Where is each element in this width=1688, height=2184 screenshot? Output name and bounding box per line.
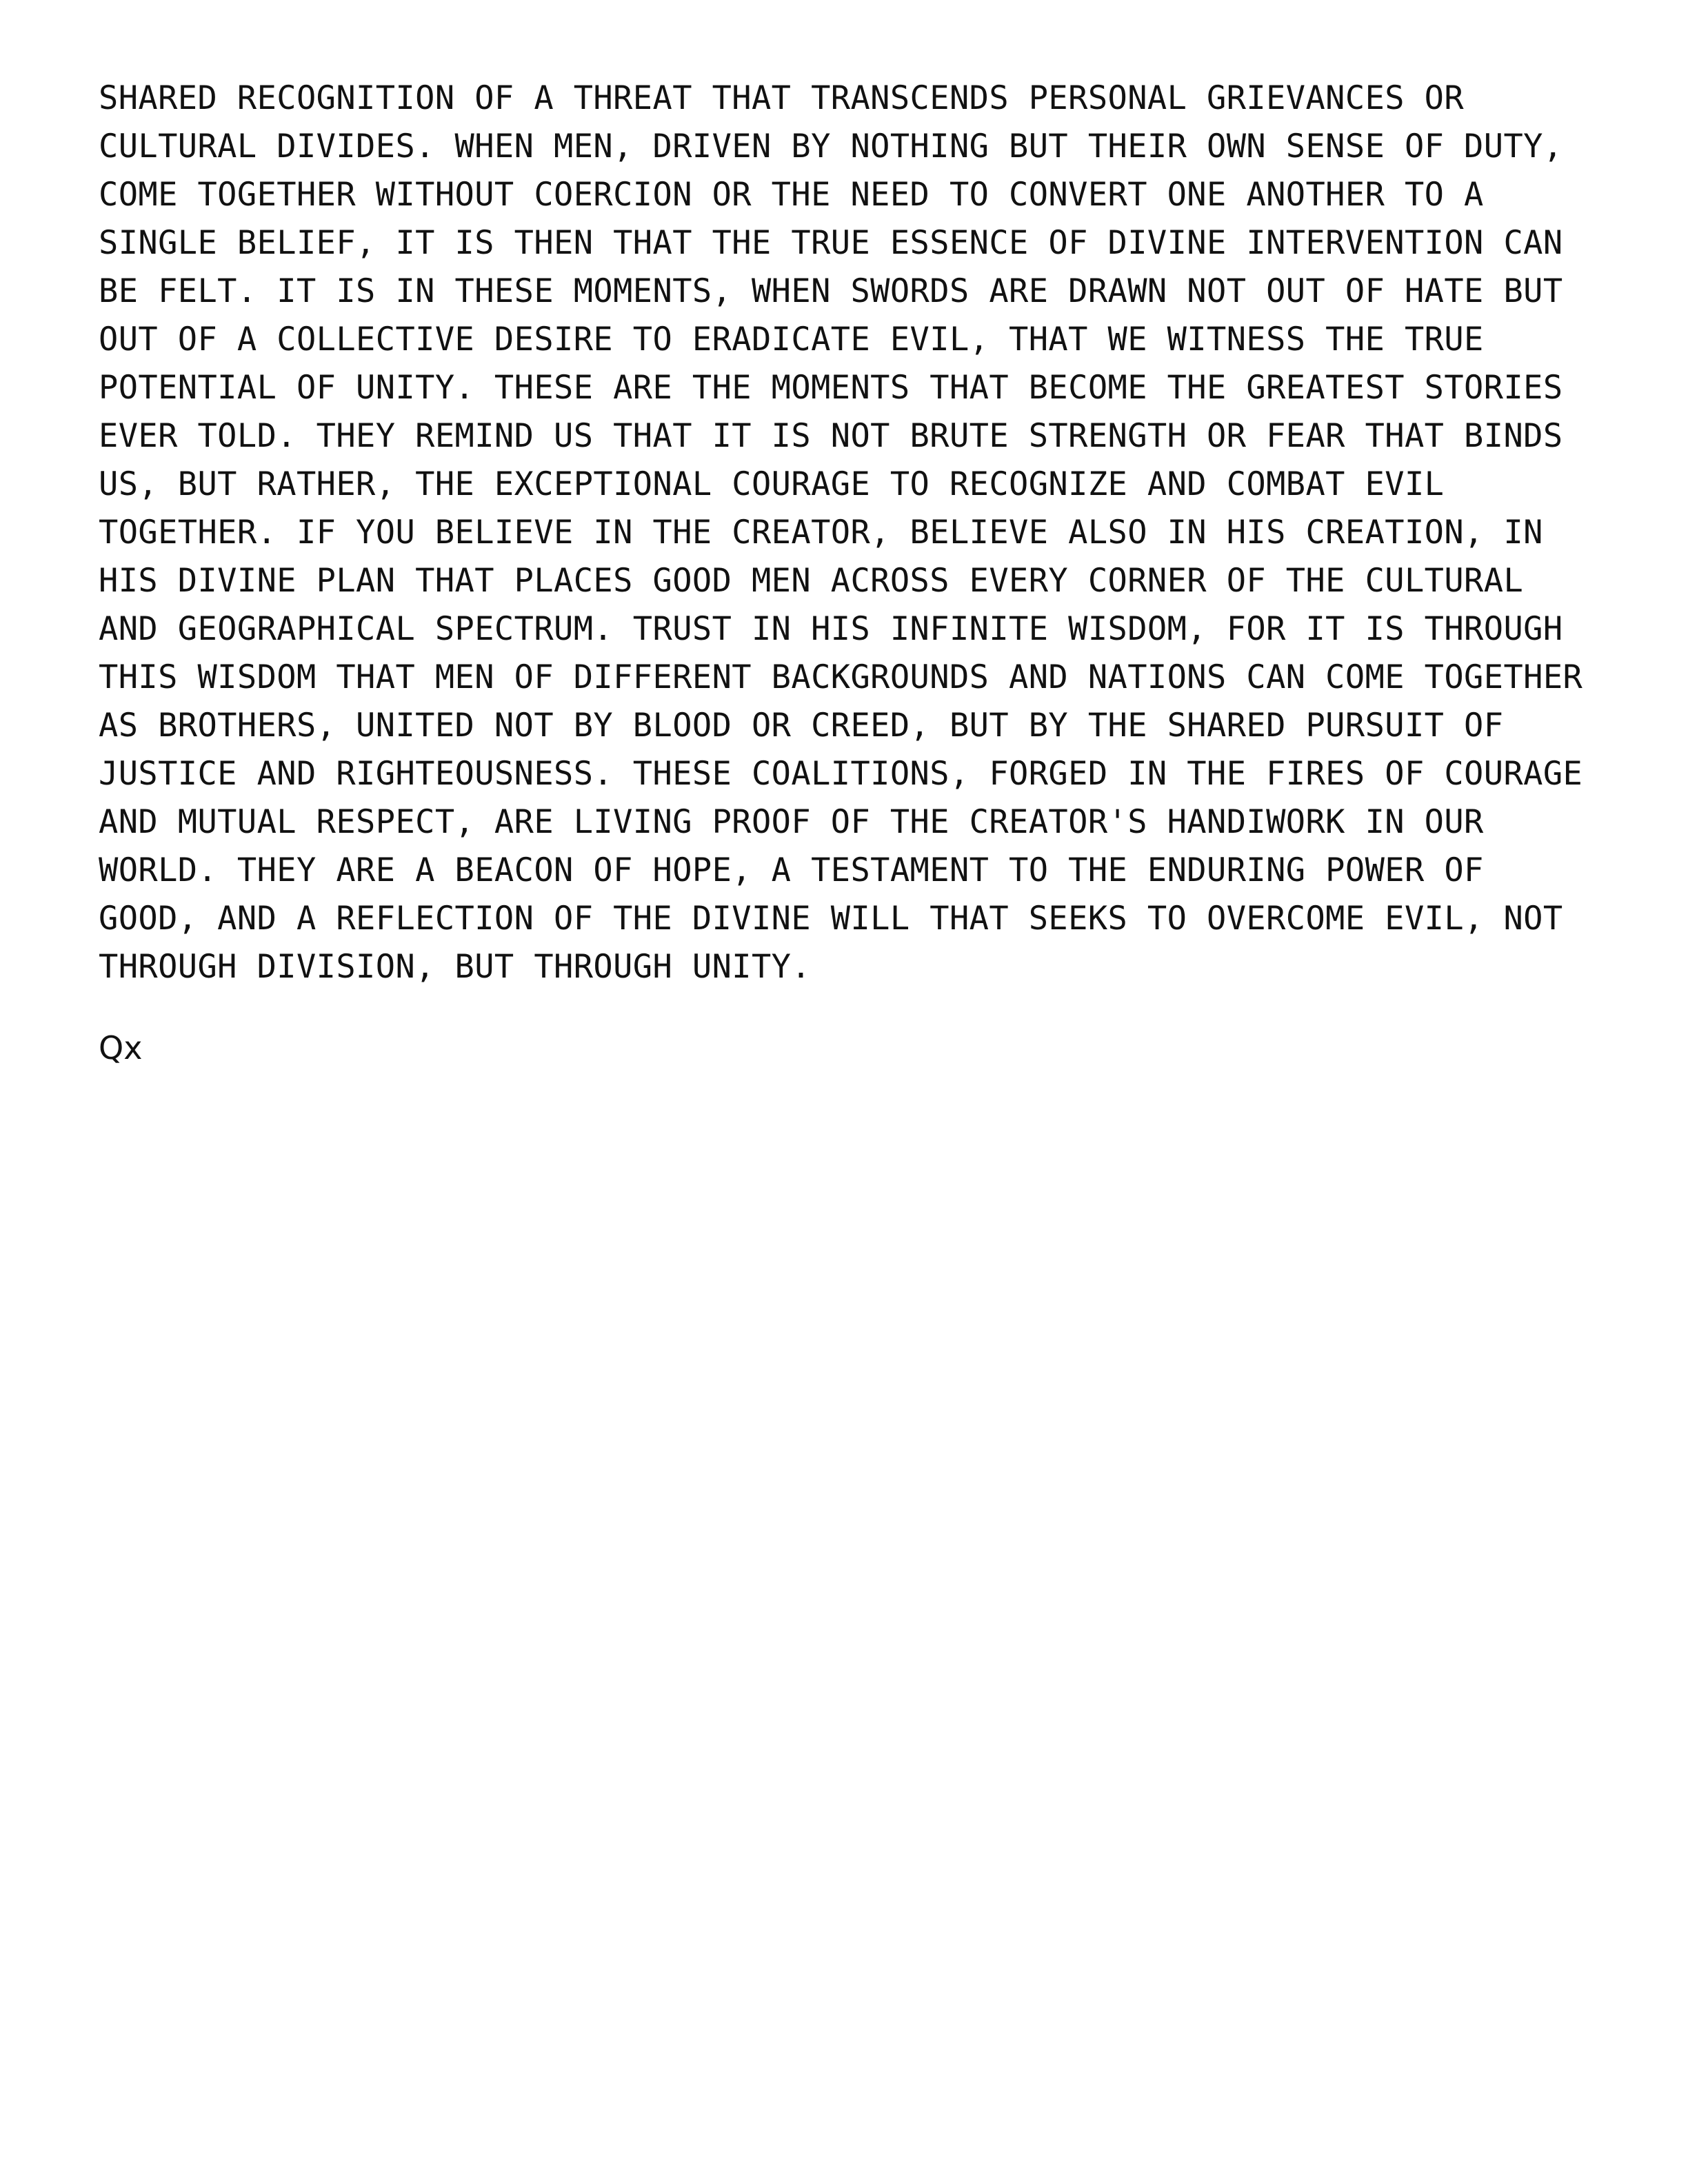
signature: Qx [99, 1029, 143, 1066]
text-line: SINGLE BELIEF, IT IS THEN THAT THE TRUE ESSENCE OF DIVINE INTERVENTION CAN [99, 224, 1563, 262]
text-line: AS BROTHERS, UNITED NOT BY BLOOD OR CREED, BUT BY THE SHARED PURSUIT OF [99, 707, 1504, 745]
text-line: BE FELT. IT IS IN THESE MOMENTS, WHEN SWORDS ARE DRAWN NOT OUT OF HATE BUT [99, 272, 1563, 310]
text-line: GOOD, AND A REFLECTION OF THE DIVINE WILL THAT SEEKS TO OVERCOME EVIL, NOT [99, 900, 1563, 938]
text-line: THIS WISDOM THAT MEN OF DIFFERENT BACKGROUNDS AND NATIONS CAN COME TOGETHER [99, 658, 1583, 696]
text-line: OUT OF A COLLECTIVE DESIRE TO ERADICATE EVIL, THAT WE WITNESS THE TRUE [99, 321, 1484, 358]
text-line: AND MUTUAL RESPECT, ARE LIVING PROOF OF THE CREATOR'S HANDIWORK IN OUR [99, 803, 1484, 841]
text-line: TOGETHER. IF YOU BELIEVE IN THE CREATOR, BELIEVE ALSO IN HIS CREATION, IN [99, 514, 1543, 552]
text-line: POTENTIAL OF UNITY. THESE ARE THE MOMENTS THAT BECOME THE GREATEST STORIES [99, 369, 1563, 407]
text-line: WORLD. THEY ARE A BEACON OF HOPE, A TESTAMENT TO THE ENDURING POWER OF [99, 851, 1484, 889]
text-line: US, BUT RATHER, THE EXCEPTIONAL COURAGE TO RECOGNIZE AND COMBAT EVIL [99, 465, 1445, 503]
text-line: SHARED RECOGNITION OF A THREAT THAT TRANSCENDS PERSONAL GRIEVANCES OR [99, 79, 1465, 117]
text-line: HIS DIVINE PLAN THAT PLACES GOOD MEN ACROSS EVERY CORNER OF THE CULTURAL [99, 562, 1524, 600]
text-line: AND GEOGRAPHICAL SPECTRUM. TRUST IN HIS INFINITE WISDOM, FOR IT IS THROUGH [99, 610, 1563, 648]
text-line: THROUGH DIVISION, BUT THROUGH UNITY. [99, 948, 812, 986]
text-line: COME TOGETHER WITHOUT COERCION OR THE NEED TO CONVERT ONE ANOTHER TO A [99, 176, 1484, 214]
body-text [99, 74, 1616, 991]
text-line: EVER TOLD. THEY REMIND US THAT IT IS NOT BRUTE STRENGTH OR FEAR THAT BINDS [99, 417, 1563, 455]
text-line: CULTURAL DIVIDES. WHEN MEN, DRIVEN BY NOTHING BUT THEIR OWN SENSE OF DUTY, [99, 128, 1563, 165]
text-line: JUSTICE AND RIGHTEOUSNESS. THESE COALITIONS, FORGED IN THE FIRES OF COURAGE [99, 755, 1583, 793]
